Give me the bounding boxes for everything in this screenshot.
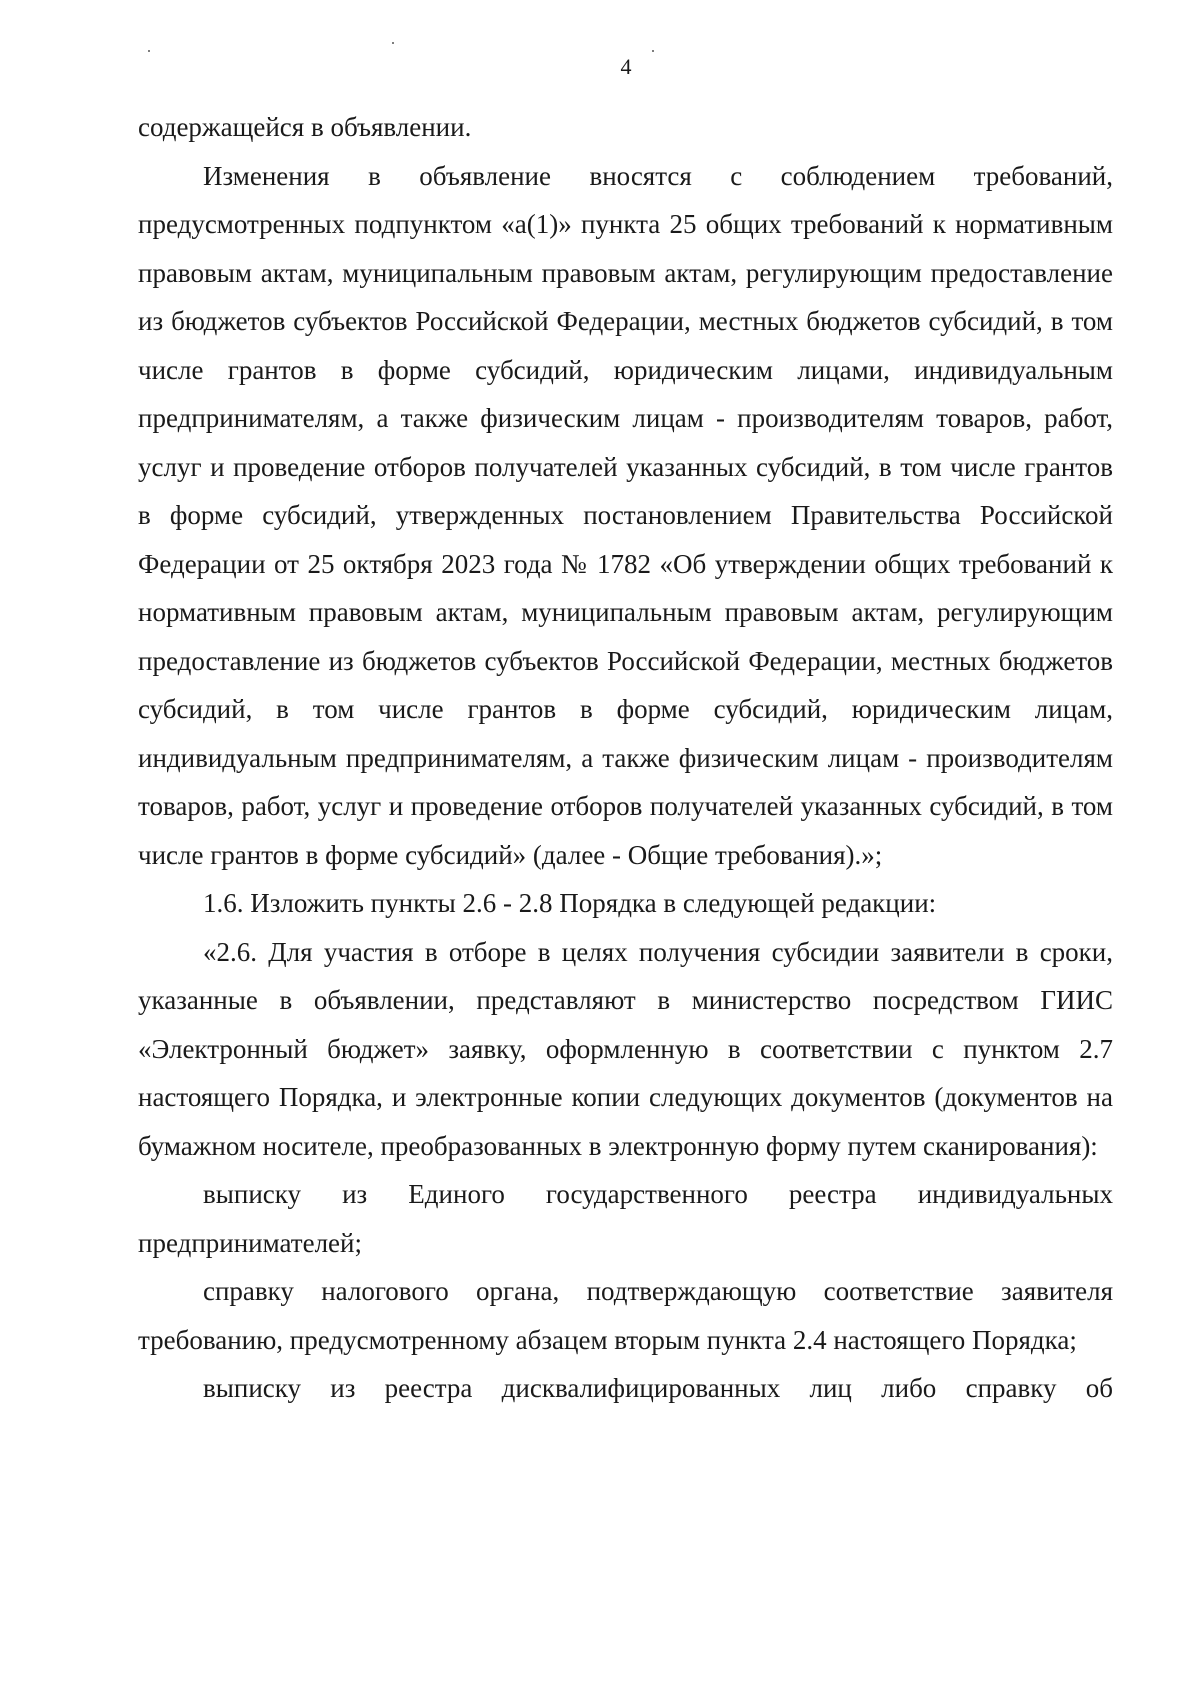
paragraph-item-1-6: 1.6. Изложить пункты 2.6 - 2.8 Порядка в следующей редакции: [203,888,937,918]
page-number: 4 [620,54,632,79]
document-body [138,103,1113,1413]
paragraph-item-2-6: «2.6. Для участия в отборе в целях получения субсидии заявители в сроки, указанные в объявлении, представляют в министерство посредством ГИИС «Электронный бюджет» заявку, оформленную в соответствии с пунктом 2.7 настоящего Порядка, и электронные копии следующих документов (документов на бумажном носителе, преобразованных в электронную форму путем сканирования): [138,936,1113,1161]
paragraph-continuation: содержащейся в объявлении. [138,112,472,142]
paragraph-tax-certificate: справку налогового органа, подтверждающую соответствие заявителя требованию, предусмотренному абзацем вторым пункта 2.4 настоящего Порядка; [138,1276,1113,1355]
paragraph-extract-egrip: выписку из Единого государственного реестра индивидуальных предпринимателей; [138,1179,1113,1258]
scan-speck [392,42,394,44]
scan-speck [148,50,150,52]
paragraph-disqualified-registry: выписку из реестра дисквалифицированных лиц либо справку об [203,1373,1113,1403]
paragraph-amendments: Изменения в объявление вносятся с соблюдением требований, предусмотренных подпунктом «а(1)» пункта 25 общих требований к нормативным правовым актам, муниципальным правовым актам, регулирующим предоставление из бюджетов субъектов Российской Федерации, местных бюджетов субсидий, в том числе грантов в форме субсидий, юридическим лицами, индивидуальным предпринимателям, а также физическим лицам - производителям товаров, работ, услуг и проведение отборов получателей указанных субсидий, в том числе грантов в форме субсидий, утвержденных постановлением Правительства Российской Федерации от 25 октября 2023 года № 1782 «Об утверждении общих требований к нормативным правовым актам, муниципальным правовым актам, регулирующим предоставление из бюджетов субъектов Российской Федерации, местных бюджетов субсидий, в том числе грантов в форме субсидий, юридическим лицам, индивидуальным предпринимателям, а также физическим лицам - производителям товаров, работ, услуг и проведение отборов получателей указанных субсидий, в том числе грантов в форме субсидий» (далее - Общие требования).»; [138,160,1113,870]
scan-speck [652,50,654,52]
